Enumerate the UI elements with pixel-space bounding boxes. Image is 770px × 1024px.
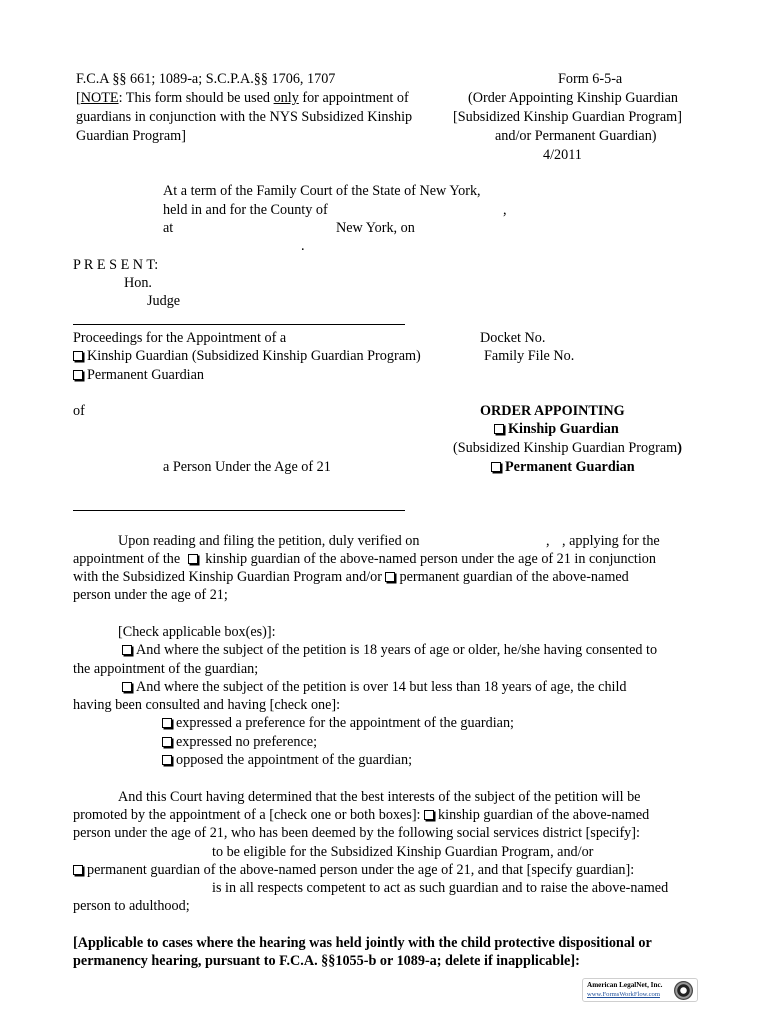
opposed-checkbox[interactable]	[162, 755, 172, 765]
p1-line-2a: appointment of the	[73, 551, 181, 567]
court-county-label: held in and for the County of	[163, 202, 328, 218]
applicable-note-line-1: [Applicable to cases where the hearing was held jointly with the child protective dispositional or	[73, 935, 652, 951]
p1-line-3	[73, 568, 629, 586]
p1-permanent-checkbox[interactable]	[385, 572, 395, 582]
court-ny-on: New York, on	[336, 220, 415, 236]
docket-label: Docket No.	[480, 330, 546, 346]
p1-line-1b: ,	[546, 533, 550, 549]
form-note	[76, 89, 409, 107]
p1-line-3b: permanent guardian of the above-named	[399, 569, 629, 585]
publisher-name: American LegalNet, Inc.	[587, 981, 663, 989]
family-file-label: Family File No.	[484, 348, 575, 364]
note-line-2: guardians in conjunction with the NYS Subsidized Kinship	[76, 109, 413, 125]
p1-line-1a: Upon reading and filing the petition, duly verified on	[118, 533, 420, 549]
permanent-checkbox[interactable]	[73, 370, 83, 380]
order-permanent-option[interactable]	[491, 458, 635, 476]
order-program-close: )	[677, 440, 682, 456]
note-bracket: [	[76, 90, 81, 106]
opposed-text: opposed the appointment of the guardian;	[176, 752, 413, 768]
consent-text: And where the subject of the petition is 18 years of age or older, he/she having consented to	[136, 642, 658, 658]
order-program-text: (Subsidized Kinship Guardian Program	[453, 440, 678, 456]
consent-text-line-2: the appointment of the guardian;	[73, 661, 259, 677]
of-label: of	[73, 403, 85, 419]
order-kinship-option[interactable]	[494, 420, 619, 438]
p2-line-2a: promoted by the appointment of a [check one or both boxes]:	[73, 807, 421, 823]
p2-line-3: person under the age of 21, who has been deemed by the following social services district [specify]:	[73, 825, 640, 841]
p2-line-7: person to adulthood;	[73, 898, 190, 914]
p2-kinship-checkbox[interactable]	[424, 810, 434, 820]
order-heading: ORDER APPOINTING	[480, 403, 625, 419]
court-date-period: .	[301, 238, 305, 254]
publisher-url[interactable]: www.FormsWorkFlow.com	[587, 991, 660, 998]
note-text-a: : This form should be used	[118, 90, 274, 106]
caption-bottom-rule	[73, 510, 405, 511]
p2-line-5-text: permanent guardian of the above-named person under the age of 21, and that [specify guardian]:	[87, 862, 635, 878]
consulted-text-line-2: having been consulted and having [check one]:	[73, 697, 341, 713]
p2-line-6: is in all respects competent to act as such guardian and to raise the above-named	[212, 880, 669, 896]
preference-option[interactable]	[162, 714, 514, 732]
preference-text: expressed a preference for the appointment of the guardian;	[176, 715, 514, 731]
note-text-b: for appointment of	[298, 90, 409, 106]
order-program-line	[453, 439, 682, 457]
no-preference-option[interactable]	[162, 733, 317, 751]
p2-line-1: And this Court having determined that the best interests of the subject of the petition will be	[118, 789, 641, 805]
p2-line-2b: kinship guardian of the above-named	[438, 807, 650, 823]
form-title-line-3: and/or Permanent Guardian)	[495, 128, 657, 144]
note-line-3: Guardian Program]	[76, 128, 186, 144]
order-kinship-label: Kinship Guardian	[508, 421, 619, 437]
court-county-comma: ,	[503, 202, 507, 218]
present-label: P R E S E N T:	[73, 257, 159, 273]
order-permanent-checkbox[interactable]	[491, 462, 501, 472]
p1-line-2b: kinship guardian of the above-named person under the age of 21 in conjunction	[205, 551, 656, 567]
no-preference-checkbox[interactable]	[162, 737, 172, 747]
publisher-logo[interactable]	[582, 978, 698, 1002]
kinship-checkbox[interactable]	[73, 351, 83, 361]
person-under-21: a Person Under the Age of 21	[163, 459, 331, 475]
option-kinship-guardian[interactable]	[73, 347, 421, 365]
opposed-option[interactable]	[162, 751, 412, 769]
form-date: 4/2011	[543, 147, 582, 163]
p1-kinship-checkbox[interactable]	[188, 554, 198, 564]
applicable-note-line-2: permanency hearing, pursuant to F.C.A. §§1055-b or 1089-a; delete if inapplicable]:	[73, 953, 580, 969]
consulted-checkbox[interactable]	[122, 682, 132, 692]
p1-line-2	[73, 550, 656, 568]
p2-line-5	[73, 861, 634, 879]
option-permanent-guardian[interactable]	[73, 366, 204, 384]
form-title-line-1: (Order Appointing Kinship Guardian	[468, 90, 679, 106]
form-number: Form 6-5-a	[558, 71, 623, 87]
preference-checkbox[interactable]	[162, 718, 172, 728]
proceedings-title: Proceedings for the Appointment of a	[73, 330, 287, 346]
check-applicable-label: [Check applicable box(es)]:	[118, 624, 276, 640]
p1-line-4: person under the age of 21;	[73, 587, 228, 603]
court-term-line-1: At a term of the Family Court of the State of New York,	[163, 183, 481, 199]
judge-label: Judge	[147, 293, 181, 309]
p1-line-1c: , applying for the	[562, 533, 660, 549]
p2-line-4: to be eligible for the Subsidized Kinship Guardian Program, and/or	[212, 844, 594, 860]
globe-seal-icon	[674, 981, 693, 1000]
option-permanent-label: Permanent Guardian	[87, 367, 205, 383]
p1-line-3a: with the Subsidized Kinship Guardian Program and/or	[73, 569, 382, 585]
p2-permanent-checkbox[interactable]	[73, 865, 83, 875]
caption-top-rule	[73, 324, 405, 325]
option-kinship-label: Kinship Guardian (Subsidized Kinship Guardian Program)	[87, 348, 421, 364]
note-only: only	[273, 90, 299, 106]
consent-checkbox[interactable]	[122, 645, 132, 655]
note-label: NOTE	[80, 90, 119, 106]
consulted-option[interactable]	[122, 678, 627, 696]
hon-label: Hon.	[124, 275, 152, 291]
consent-option[interactable]	[122, 641, 657, 659]
p2-line-2	[73, 806, 649, 824]
no-preference-text: expressed no preference;	[176, 734, 318, 750]
order-permanent-label: Permanent Guardian	[505, 459, 635, 475]
statute-citation: F.C.A §§ 661; 1089-a; S.C.P.A.§§ 1706, 1707	[76, 71, 336, 87]
order-kinship-checkbox[interactable]	[494, 424, 504, 434]
consulted-text: And where the subject of the petition is over 14 but less than 18 years of age, the child	[136, 679, 627, 695]
court-at-label: at	[163, 220, 174, 236]
form-title-line-2: [Subsidized Kinship Guardian Program]	[453, 109, 682, 125]
